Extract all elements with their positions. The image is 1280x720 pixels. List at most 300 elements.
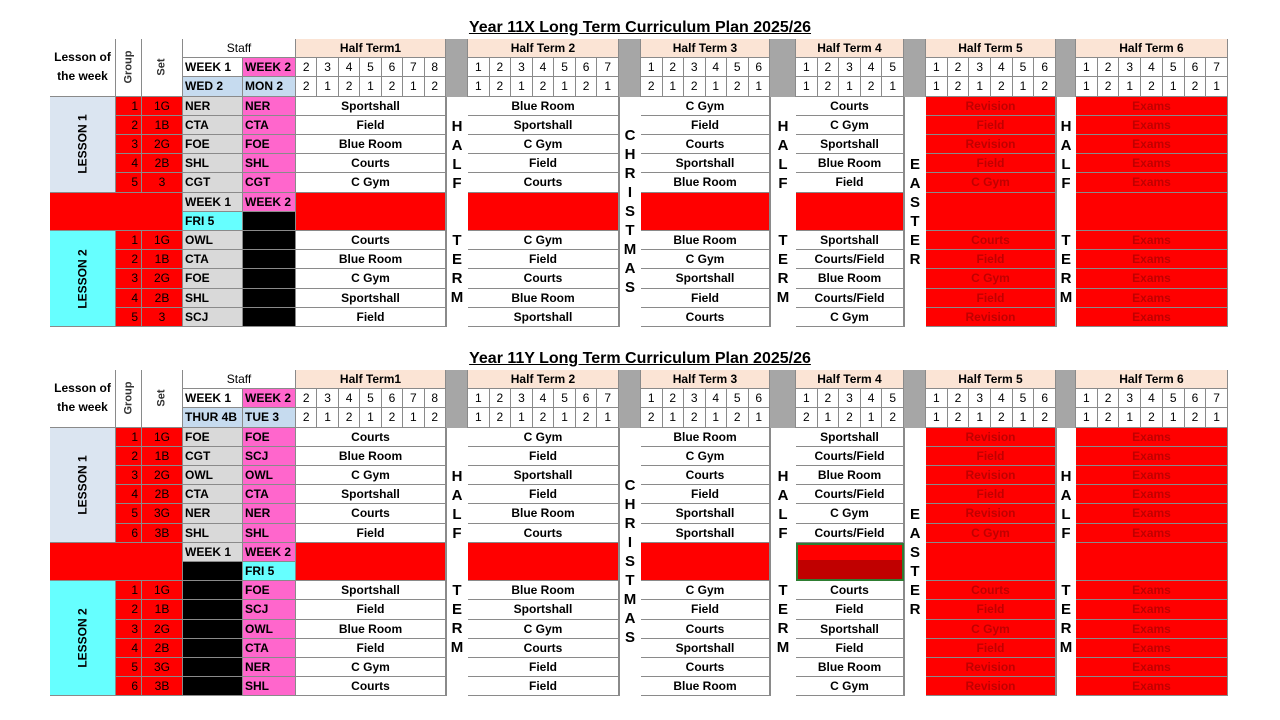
separator-edge (770, 428, 771, 697)
week-number: 7 (597, 58, 619, 77)
divider-band (296, 543, 446, 581)
activity-cell: Exams (1076, 620, 1228, 639)
activity-cell: Exams (1076, 639, 1228, 658)
holiday-label: E A S T E R (904, 428, 926, 697)
week-number: 4 (1141, 389, 1163, 408)
activity-cell: Sportshall (468, 600, 619, 619)
group-number: 4 (116, 639, 142, 658)
activity-cell: Blue Room (468, 97, 619, 116)
week-number: 5 (360, 389, 381, 408)
set-code: 2B (142, 289, 183, 308)
staff-week2-code: CTA (243, 116, 296, 135)
activity-cell: Field (641, 600, 770, 619)
activity-cell: C Gym (296, 269, 446, 288)
divider-band (641, 193, 770, 231)
term-header: Half Term 3 (641, 370, 770, 389)
week-number: 2 (818, 58, 840, 77)
lesson-day-2: TUE 3 (243, 408, 296, 427)
week-number: 2 (296, 58, 317, 77)
week-cycle: 2 (490, 77, 512, 96)
holiday-label: H A L F T E R M (446, 428, 468, 697)
week-number: 4 (1141, 58, 1163, 77)
week-number: 1 (468, 389, 490, 408)
activity-cell: Blue Room (796, 658, 904, 677)
week-number: 5 (882, 58, 904, 77)
week-cycle: 2 (425, 77, 446, 96)
activity-cell: Sportshall (641, 269, 770, 288)
staff-week1-code: OWL (183, 231, 243, 250)
week-cycle: 1 (861, 408, 883, 427)
term-header: Half Term 4 (796, 39, 904, 58)
week-number: 4 (339, 58, 360, 77)
separator-edge (619, 428, 620, 697)
activity-cell: Exams (1076, 289, 1228, 308)
staff-week2-code: NER (243, 97, 296, 116)
week-number: 6 (1185, 58, 1207, 77)
activity-cell: Blue Room (468, 581, 619, 600)
term-header: Half Term1 (296, 370, 446, 389)
week-number: 3 (684, 389, 706, 408)
week-number: 2 (663, 389, 685, 408)
week-number: 6 (382, 58, 403, 77)
staff-week2-code: SCJ (243, 600, 296, 619)
divider-band (1076, 543, 1228, 581)
group-number: 2 (116, 116, 142, 135)
group-header (116, 39, 142, 97)
staff-week2-code (243, 269, 296, 288)
activity-cell: Blue Room (796, 466, 904, 485)
activity-cell: Revision (926, 428, 1056, 447)
set-label: Set (156, 389, 168, 407)
activity-cell: Sportshall (796, 428, 904, 447)
staff-week2-code: CTA (243, 485, 296, 504)
lesson-label-text: LESSON 2 (75, 608, 90, 668)
lesson-label (50, 581, 116, 696)
staff-week2-code: OWL (243, 466, 296, 485)
group-number: 4 (116, 154, 142, 173)
activity-cell: Sportshall (641, 524, 770, 543)
week-cycle: 1 (511, 408, 533, 427)
activity-cell: Courts (796, 581, 904, 600)
week-number: 5 (1163, 58, 1185, 77)
staff-week2-code: NER (243, 658, 296, 677)
activity-cell: Sportshall (468, 466, 619, 485)
week-cycle: 2 (1098, 77, 1120, 96)
staff-week1-code (183, 658, 243, 677)
staff-week1-code: SHL (183, 289, 243, 308)
week-cycle: 1 (511, 77, 533, 96)
divider-band (796, 193, 904, 231)
activity-cell: Revision (926, 135, 1056, 154)
week-number: 6 (749, 58, 771, 77)
activity-cell: Revision (926, 677, 1056, 696)
group-number: 1 (116, 231, 142, 250)
staff-week1-code: CGT (183, 173, 243, 192)
staff-header: Staff (183, 370, 296, 389)
week-cycle: 1 (1076, 77, 1098, 96)
activity-cell: Field (926, 116, 1056, 135)
activity-cell: C Gym (796, 504, 904, 523)
selected-cell[interactable] (798, 560, 902, 579)
week-cycle: 1 (403, 77, 424, 96)
activity-cell: Revision (926, 466, 1056, 485)
group-number: 4 (116, 289, 142, 308)
term-header: Half Term 5 (926, 39, 1056, 58)
lesson-day-1: THUR 4B (183, 408, 243, 427)
week-cycle: 2 (882, 408, 904, 427)
week-cycle: 2 (425, 408, 446, 427)
activity-cell: C Gym (796, 677, 904, 696)
week-cycle: 1 (749, 77, 771, 96)
staff-week1-code: FOE (183, 269, 243, 288)
staff-week1-code: CTA (183, 250, 243, 269)
group-number: 3 (116, 466, 142, 485)
week-cycle: 2 (339, 77, 360, 96)
week-cycle: 2 (727, 77, 749, 96)
activity-cell: Field (641, 116, 770, 135)
week-number: 5 (727, 58, 749, 77)
week-cycle: 1 (360, 408, 381, 427)
set-code: 2B (142, 639, 183, 658)
activity-cell: Exams (1076, 447, 1228, 466)
staff-week1-code: SHL (183, 154, 243, 173)
activity-cell: Courts (926, 581, 1056, 600)
week-cycle: 1 (663, 77, 685, 96)
lesson-label-text: LESSON 1 (75, 455, 90, 515)
week-cycle: 1 (796, 77, 818, 96)
set-header (142, 39, 183, 97)
activity-cell: C Gym (641, 250, 770, 269)
week-number: 6 (1034, 389, 1056, 408)
term-header: Half Term 6 (1076, 39, 1228, 58)
week-number: 6 (382, 389, 403, 408)
activity-cell: C Gym (926, 269, 1056, 288)
activity-cell: C Gym (926, 173, 1056, 192)
staff-week2: WEEK 2 (243, 389, 296, 408)
activity-cell: Courts (296, 428, 446, 447)
staff-week2-code: CGT (243, 173, 296, 192)
week-number: 3 (511, 389, 533, 408)
week-number: 3 (1119, 389, 1141, 408)
mid-day: FRI 5 (183, 212, 243, 231)
week-cycle: 2 (684, 77, 706, 96)
activity-cell: Courts (926, 231, 1056, 250)
week-number: 4 (991, 58, 1013, 77)
holiday-label: E A S T E R (904, 97, 926, 327)
term-header: Half Term 2 (468, 370, 619, 389)
week-cycle: 2 (641, 77, 663, 96)
week-number: 3 (839, 58, 861, 77)
set-code: 2G (142, 269, 183, 288)
week-cycle: 1 (468, 408, 490, 427)
week-cycle: 2 (533, 408, 555, 427)
week-number: 2 (948, 58, 970, 77)
week-number: 1 (1076, 389, 1098, 408)
activity-cell: Field (926, 639, 1056, 658)
week-number: 2 (948, 389, 970, 408)
week-cycle: 1 (818, 408, 840, 427)
week-number: 1 (641, 389, 663, 408)
week-number: 1 (1076, 58, 1098, 77)
separator-edge (904, 97, 905, 327)
week-cycle: 2 (1034, 77, 1056, 96)
week-cycle: 2 (576, 408, 598, 427)
activity-cell: Field (926, 447, 1056, 466)
activity-cell: Blue Room (796, 154, 904, 173)
lesson-label (50, 97, 116, 193)
staff-week1-code: FOE (183, 135, 243, 154)
activity-cell: Courts/Field (796, 250, 904, 269)
week-number: 1 (641, 58, 663, 77)
activity-cell: C Gym (796, 116, 904, 135)
activity-cell: Courts/Field (796, 289, 904, 308)
lesson-day-1: WED 2 (183, 77, 243, 96)
activity-cell: Field (926, 154, 1056, 173)
week-cycle: 1 (969, 408, 991, 427)
set-code: 3B (142, 677, 183, 696)
set-code: 1B (142, 447, 183, 466)
activity-cell: Sportshall (296, 581, 446, 600)
activity-cell: Courts (796, 97, 904, 116)
week-cycle: 1 (1013, 408, 1035, 427)
activity-cell: C Gym (296, 173, 446, 192)
week-number: 3 (317, 58, 338, 77)
activity-cell: Courts (296, 154, 446, 173)
week-cycle: 1 (926, 77, 948, 96)
activity-cell: Courts/Field (796, 447, 904, 466)
week-cycle: 2 (796, 408, 818, 427)
week-number: 4 (861, 389, 883, 408)
set-code: 2B (142, 154, 183, 173)
activity-cell: C Gym (296, 466, 446, 485)
divider-band (796, 543, 904, 581)
week-cycle: 2 (818, 77, 840, 96)
week-number: 2 (1098, 58, 1120, 77)
week-number: 2 (663, 58, 685, 77)
staff-week2-code: SHL (243, 677, 296, 696)
activity-cell: C Gym (641, 447, 770, 466)
activity-cell: Sportshall (296, 97, 446, 116)
activity-cell: Courts (296, 677, 446, 696)
activity-cell: Courts (296, 504, 446, 523)
staff-week2-code (243, 308, 296, 327)
group-label: Group (122, 381, 135, 415)
set-code: 2G (142, 620, 183, 639)
week-cycle: 1 (1013, 77, 1035, 96)
staff-header: Staff (183, 39, 296, 58)
activity-cell: Courts/Field (796, 485, 904, 504)
week-number: 4 (861, 58, 883, 77)
week-number: 6 (1185, 389, 1207, 408)
activity-cell: Courts (296, 231, 446, 250)
activity-cell: Field (296, 600, 446, 619)
activity-cell: Revision (926, 97, 1056, 116)
activity-cell: Exams (1076, 524, 1228, 543)
group-number: 5 (116, 308, 142, 327)
group-number: 5 (116, 658, 142, 677)
staff-week1-code (183, 600, 243, 619)
week-cycle: 2 (861, 77, 883, 96)
activity-cell: Field (468, 485, 619, 504)
activity-cell: Revision (926, 658, 1056, 677)
activity-cell: Field (641, 289, 770, 308)
lesson-label-text: LESSON 2 (75, 248, 90, 309)
divider-band (50, 193, 183, 231)
mid-week2: WEEK 2 (243, 193, 296, 212)
group-number: 6 (116, 524, 142, 543)
staff-week1-code: NER (183, 97, 243, 116)
staff-week2-code: FOE (243, 581, 296, 600)
set-code: 2G (142, 466, 183, 485)
holiday-label: C H R I S T M A S (619, 97, 641, 327)
activity-cell: Field (468, 677, 619, 696)
week-number: 3 (969, 389, 991, 408)
divider-band (926, 193, 1056, 231)
activity-cell: Sportshall (641, 154, 770, 173)
week-number: 5 (882, 389, 904, 408)
separator-edge (1056, 428, 1057, 697)
week-number: 4 (706, 389, 728, 408)
week-number: 2 (490, 389, 512, 408)
week-cycle: 2 (948, 77, 970, 96)
staff-week2-code: SHL (243, 524, 296, 543)
activity-cell: Sportshall (796, 620, 904, 639)
week-cycle: 2 (641, 408, 663, 427)
activity-cell: Courts (468, 173, 619, 192)
activity-cell: C Gym (796, 308, 904, 327)
week-cycle: 1 (468, 77, 490, 96)
group-number: 3 (116, 620, 142, 639)
week-cycle: 2 (948, 408, 970, 427)
week-cycle: 1 (597, 77, 619, 96)
week-cycle: 1 (1206, 77, 1228, 96)
week-cycle: 1 (839, 77, 861, 96)
staff-week2-code (243, 250, 296, 269)
week-cycle: 1 (749, 408, 771, 427)
week-cycle: 1 (706, 77, 728, 96)
lesson-of-week-header: Lesson of the week (50, 370, 116, 428)
week-number: 2 (818, 389, 840, 408)
activity-cell: Exams (1076, 250, 1228, 269)
staff-week1-code: SHL (183, 524, 243, 543)
week-number: 2 (1098, 389, 1120, 408)
week-cycle: 2 (1141, 408, 1163, 427)
activity-cell: Field (296, 116, 446, 135)
week-cycle: 2 (382, 408, 403, 427)
week-number: 6 (576, 389, 598, 408)
week-number: 2 (296, 389, 317, 408)
activity-cell: Sportshall (468, 116, 619, 135)
divider-band (468, 193, 619, 231)
activity-cell: Courts (468, 269, 619, 288)
staff-week1-code: NER (183, 504, 243, 523)
activity-cell: Field (296, 524, 446, 543)
week-cycle: 2 (991, 408, 1013, 427)
activity-cell: Exams (1076, 658, 1228, 677)
set-code: 1G (142, 428, 183, 447)
term-header: Half Term1 (296, 39, 446, 58)
lesson-day-2: MON 2 (243, 77, 296, 96)
divider-band (50, 543, 183, 581)
staff-week2-code (243, 289, 296, 308)
week-cycle: 1 (403, 408, 424, 427)
activity-cell: Field (796, 639, 904, 658)
week-number: 3 (317, 389, 338, 408)
staff-week1-code (183, 620, 243, 639)
set-code: 1B (142, 600, 183, 619)
week-number: 3 (1119, 58, 1141, 77)
activity-cell: Field (296, 639, 446, 658)
activity-cell: Courts (641, 620, 770, 639)
staff-week1: WEEK 1 (183, 389, 243, 408)
group-number: 2 (116, 447, 142, 466)
week-cycle: 1 (317, 77, 338, 96)
activity-cell: C Gym (468, 231, 619, 250)
separator-edge (770, 97, 771, 327)
activity-cell: Blue Room (468, 504, 619, 523)
staff-week2-code: SCJ (243, 447, 296, 466)
group-number: 1 (116, 428, 142, 447)
week-number: 7 (597, 389, 619, 408)
staff-week1-code: SCJ (183, 308, 243, 327)
holiday-label: C H R I S T M A S (619, 428, 641, 697)
activity-cell: Exams (1076, 466, 1228, 485)
staff-blank (183, 562, 243, 581)
holiday-label: H A L F T E R M (770, 428, 796, 697)
activity-cell: Field (468, 658, 619, 677)
set-code: 1B (142, 250, 183, 269)
term-header: Half Term 4 (796, 370, 904, 389)
week-cycle: 2 (576, 77, 598, 96)
divider-band (1076, 193, 1228, 231)
week-number: 3 (684, 58, 706, 77)
holiday-label: H A L F T E R M (770, 97, 796, 327)
activity-cell: Exams (1076, 97, 1228, 116)
activity-cell: Exams (1076, 173, 1228, 192)
holiday-label: H A L F T E R M (1056, 428, 1076, 697)
week-cycle: 1 (554, 77, 576, 96)
activity-cell: Exams (1076, 231, 1228, 250)
week-number: 4 (991, 389, 1013, 408)
activity-cell: Courts/Field (796, 524, 904, 543)
activity-cell: Blue Room (296, 135, 446, 154)
activity-cell: Blue Room (468, 289, 619, 308)
staff-week1-code (183, 677, 243, 696)
week-cycle: 2 (727, 408, 749, 427)
week-cycle: 2 (1141, 77, 1163, 96)
week-number: 7 (403, 389, 424, 408)
activity-cell: Sportshall (641, 504, 770, 523)
activity-cell: C Gym (468, 428, 619, 447)
set-code: 1G (142, 97, 183, 116)
separator-edge (619, 97, 620, 327)
activity-cell: Blue Room (796, 269, 904, 288)
staff-week1-code: CTA (183, 116, 243, 135)
week-cycle: 1 (706, 408, 728, 427)
activity-cell: Sportshall (468, 308, 619, 327)
divider-band (468, 543, 619, 581)
week-cycle: 1 (882, 77, 904, 96)
activity-cell: Exams (1076, 135, 1228, 154)
activity-cell: Exams (1076, 428, 1228, 447)
week-cycle: 1 (360, 77, 381, 96)
week-number: 4 (339, 389, 360, 408)
term-header: Half Term 3 (641, 39, 770, 58)
week-number: 4 (533, 58, 555, 77)
activity-cell: Field (468, 447, 619, 466)
activity-cell: C Gym (641, 581, 770, 600)
activity-cell: C Gym (926, 620, 1056, 639)
